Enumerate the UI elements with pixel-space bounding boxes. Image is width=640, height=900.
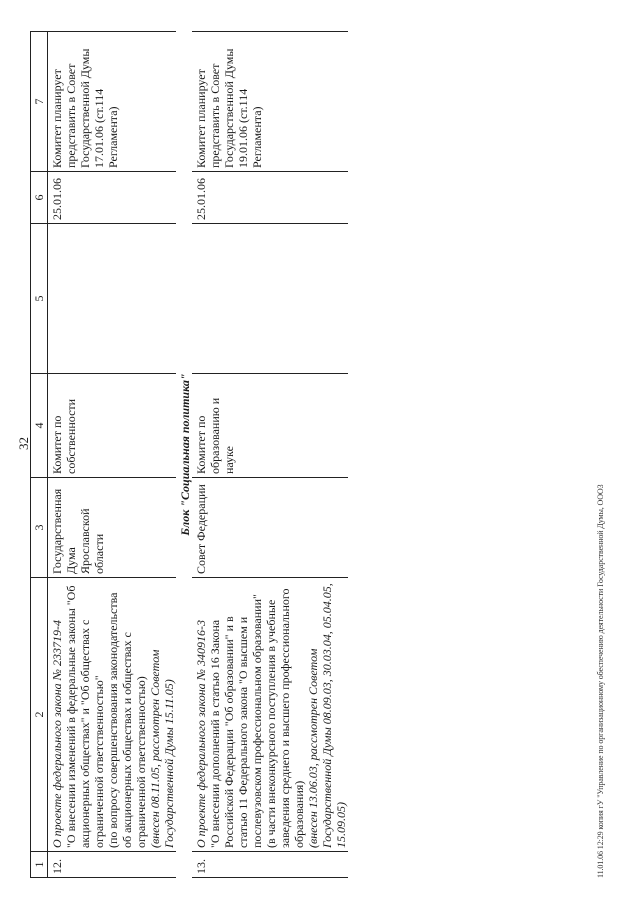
header-row [31, 32, 48, 878]
print-footer: 11.01.06 12:29 копия гУ "Управление по организационному обеспечению деятельности Государственной Думы, ООО3 [596, 484, 605, 878]
column-5-cell [48, 224, 177, 374]
column-header: 2 [31, 578, 48, 852]
column-header: 3 [31, 478, 48, 578]
bill-subject: (по вопросу совершенствования законодательства об акционерных обществах и обществах с ограниченной ответственностью) [106, 592, 148, 848]
bill-description [48, 578, 177, 852]
document-page [10, 10, 610, 890]
date: 25.01.06 [48, 172, 177, 224]
bill-subject: (в части внеконкурсного поступления в учебные заведения среднего и высшего профессионального образования) [264, 588, 306, 848]
column-header: 5 [31, 224, 48, 374]
table-row [48, 32, 177, 878]
bill-reference: О проекте федерального закона № 340916-3 [194, 620, 208, 848]
column-header: 4 [31, 374, 48, 478]
initiator: Совет Федерации [192, 478, 348, 578]
bill-title: "О внесении дополнений в статью 16 Закона Российской Федерации "Об образовании" и в статью 11 Федерального закона "О высшем и послевузовском профессиональном образовании" [208, 594, 264, 848]
bill-description [192, 578, 348, 852]
column-header: 1 [31, 852, 48, 878]
initiator: Государственная Дума Ярославской области [48, 478, 177, 578]
status: Комитет планирует представить в Совет Государственной Думы 19.01.06 (ст.114 Регламента) [192, 32, 348, 172]
column-header: 6 [31, 172, 48, 224]
committee: Комитет по образованию и науке [192, 374, 348, 478]
bill-title: "О внесении изменений в федеральные законы "Об акционерных обществах" и "Об обществах с ограниченной ответственностью" [64, 585, 106, 848]
column-5-cell [192, 224, 348, 374]
row-number: 13. [192, 852, 348, 878]
status: Комитет планирует представить в Совет Государственной Думы 17.01.06 (ст.114 Регламента) [48, 32, 177, 172]
row-number: 12. [48, 852, 177, 878]
agenda-table [30, 31, 348, 878]
section-row [176, 32, 192, 878]
bill-note: (внесен 13.06.03, рассмотрен Советом Государственной Думы 08.09.03, 30.03.04, 05.04.05, 15.09.05) [306, 583, 348, 848]
column-header: 7 [31, 32, 48, 172]
date: 25.01.06 [192, 172, 348, 224]
bill-reference: О проекте федерального закона № 233719-4 [50, 620, 64, 848]
bill-note: (внесен 08.11.05, рассмотрен Советом Государственной Думы 15.11.05) [148, 649, 176, 848]
table-row [192, 32, 348, 878]
section-title: Блок "Социальная политика" [178, 373, 192, 536]
committee: Комитет по собственности [48, 374, 177, 478]
page-number: 32 [16, 437, 31, 450]
